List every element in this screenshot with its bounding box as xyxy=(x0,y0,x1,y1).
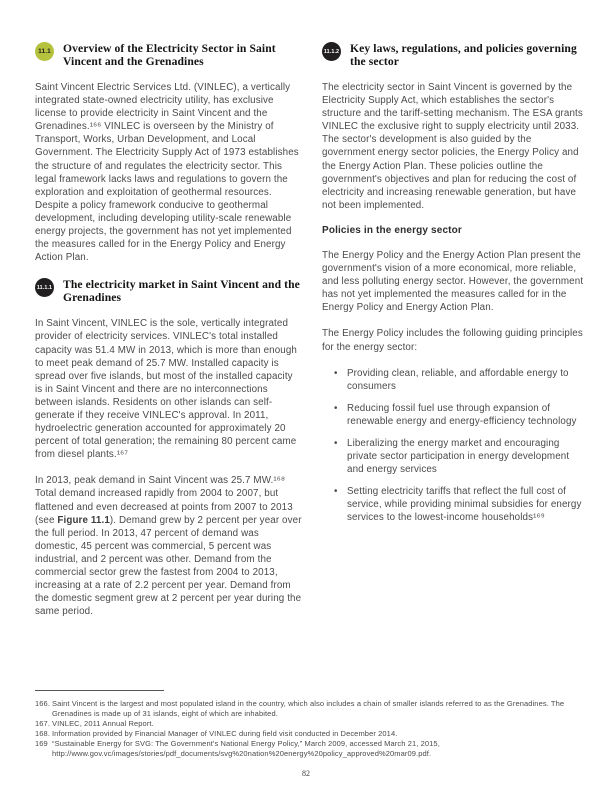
footnote-text: Saint Vincent is the largest and most populated island in the country, which also includes a chain of smaller islands referred to as the Grenadines. The Grenadines is made up of 31 islands, eight of which are inhabited. xyxy=(52,699,565,718)
guiding-principles-list xyxy=(322,367,585,525)
section-badge-11-1-1: 11.1.1 xyxy=(35,278,54,297)
paragraph-key-laws: The electricity sector in Saint Vincent is governed by the Electricity Supply Act, which establishes the sector's structure and the tariff-setting mechanism. The ESA grants VINLEC the exclusive right to supply electricity until 2033. The sector's development is also guided by the government energy sector policies, the Energy Policy and the Energy Action Plan. These policies outline the government's objectives and plan for reducing the cost of electricity and increasing renewable generation, but have not been implemented. xyxy=(322,82,583,211)
section-header-11-1-2 xyxy=(322,41,585,68)
footnote-text: VINLEC, 2011 Annual Report. xyxy=(52,719,154,728)
footnote-text: Information provided by Financial Manager of VINLEC during field visit conducted in December 2014. xyxy=(52,729,398,738)
section-header-11-1-1 xyxy=(35,277,302,304)
left-column xyxy=(35,41,302,631)
footnote-divider xyxy=(35,690,164,691)
subheading-policies: Policies in the energy sector xyxy=(322,224,462,236)
paragraph-overview: Saint Vincent Electric Services Ltd. (VINLEC), a vertically integrated state-owned electricity utility, has exclusive license to provide electricity in Saint Vincent and the Grenadines.¹⁶⁶ VINLEC is overseen by the Ministry of Transport, Works, Urban Development, and Local Government. The Electricity Supply Act of 1973 establishes the structure of and regulates the electricity sector. This legal framework lacks laws and regulations to govern the exploration and exploitation of geothermal resources. Despite a policy framework conducive to geothermal development, including developing utility-scale renewable energy projects, the government has not yet implemented the measures called for in the Energy Policy and Energy Action Plan. xyxy=(35,82,299,264)
section-badge-11-1-2: 11.1.2 xyxy=(322,42,341,61)
footnote xyxy=(35,719,587,729)
section-title-11-1-1: The electricity market in Saint Vincent and the Grenadines xyxy=(63,278,300,305)
figure-reference: Figure 11.1 xyxy=(57,514,110,526)
paragraph-policies-2: The Energy Policy includes the following guiding principles for the energy sector: xyxy=(322,328,583,353)
section-title-11-1-2: Key laws, regulations, and policies governing the sector xyxy=(350,42,577,68)
footnote-number: 168. xyxy=(35,729,50,738)
list-item: • Providing clean, reliable, and affordable energy to consumers xyxy=(334,367,585,393)
paragraph-market-1: In Saint Vincent, VINLEC is the sole, vertically integrated provider of electricity services. VINLEC's total installed capacity was 51.4 MW in 2013, which is more than enough to meet peak demand of 25.7 MW. Installed capacity is spread over five islands, but most of the installed capacity is in Saint Vincent and there are no interconnections between islands. Residents on other islands can self-generate if they receive VINLEC's approval. In 2011, hydroelectric generation accounted for approximately 20 percent of total generation; the remaining 80 percent came from diesel plants.¹⁶⁷ xyxy=(35,318,297,461)
section-title-11-1: Overview of the Electricity Sector in Saint Vincent and the Grenadines xyxy=(63,42,276,68)
list-item: • Reducing fossil fuel use through expansion of renewable energy and energy-efficiency technology xyxy=(334,402,585,428)
paragraph-market-2 xyxy=(35,474,302,618)
footnote-number: 166. xyxy=(35,699,50,708)
list-item: • Setting electricity tariffs that reflect the full cost of service, while providing minimal subsidies for energy services to the lowest-income households¹⁶⁹ xyxy=(334,485,585,524)
footnote-number: 169 xyxy=(35,739,48,748)
footnote-text: “Sustainable Energy for SVG: The Government's National Energy Policy,” March 2009, accessed March 21, 2015, http://www.gov.vc/images/stories/pdf_documents/svg%20nation%20energy%20policy_approved%20mar09.pdf. xyxy=(52,739,440,758)
section-header-11-1 xyxy=(35,41,302,68)
list-item: • Liberalizing the energy market and encouraging private sector participation in energy development and energy services xyxy=(334,437,585,476)
footnote xyxy=(35,729,587,739)
footnote xyxy=(35,739,587,759)
page-number: 82 xyxy=(302,769,310,778)
paragraph-policies-1: The Energy Policy and the Energy Action Plan present the government's vision of a more economical, more reliable, and less polluting energy sector. However, the government has not yet implemented the measures called for in the Energy Policy and Energy Action Plan. xyxy=(322,249,584,314)
paragraph-market-2-pre: In 2013, peak demand in Saint Vincent was 25.7 MW.¹⁶⁸ Total demand increased rapidly from 2004 to 2007, but flattened and even decreased at points from 2007 to 2013 (see xyxy=(35,475,293,526)
footnotes-section xyxy=(35,699,587,759)
section-badge-11-1: 11.1 xyxy=(35,42,54,61)
paragraph-market-2-post: ). Demand grew by 2 percent per year over the full period. In 2013, 47 percent of demand was domestic, 45 percent was commercial, 5 percent was industrial, and 2 percent was other. Demand from the commercial sector grew the fastest from 2004 to 2013, increasing at a rate of 2.2 percent per year. Demand from the domestic segment grew at 2 percent per year during the same period. xyxy=(35,514,302,618)
footnote-number: 167. xyxy=(35,719,50,728)
right-column xyxy=(322,41,585,534)
footnote xyxy=(35,699,587,719)
